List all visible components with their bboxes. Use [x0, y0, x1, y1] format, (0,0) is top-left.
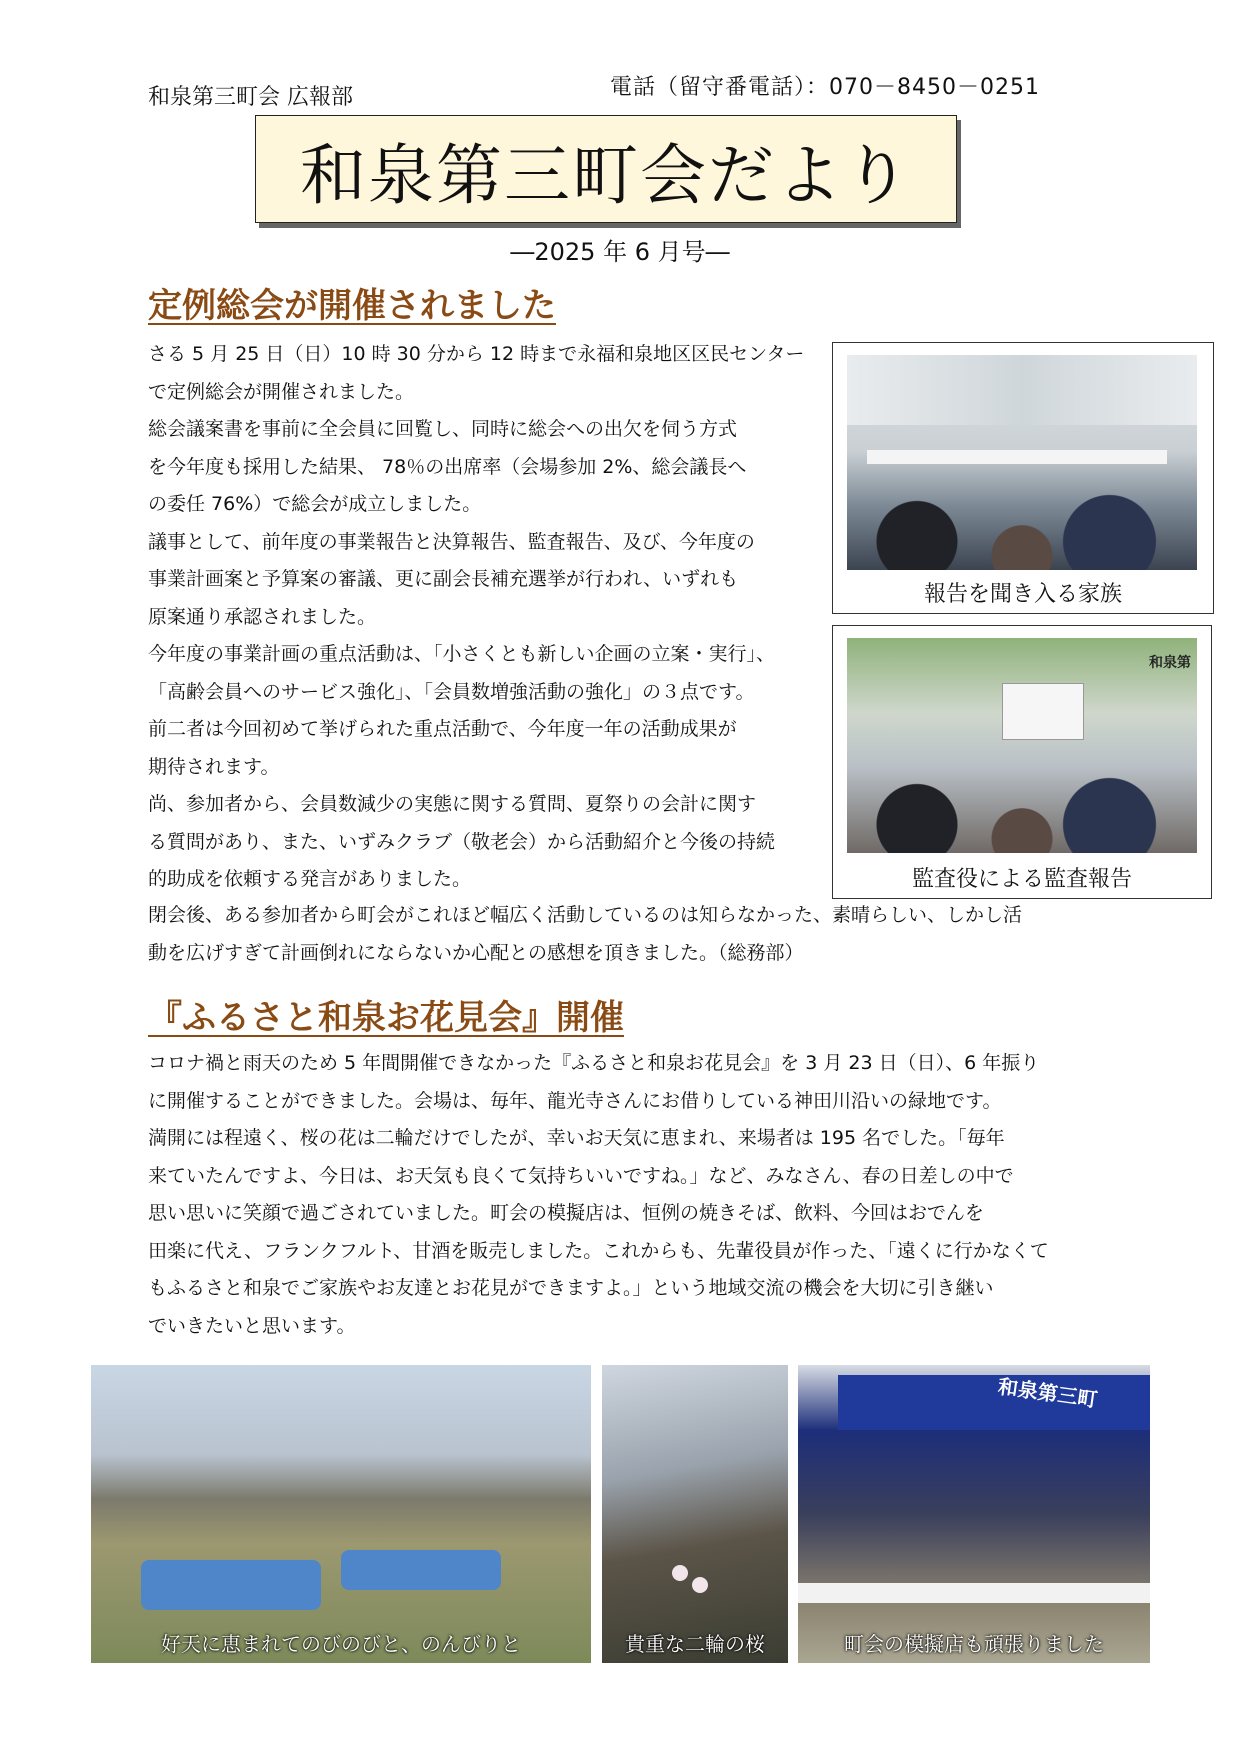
photo-card-audit: [832, 625, 1212, 899]
text-line: 満開には程遠く、桜の花は二輪だけでしたが、幸いお天気に恵まれ、来場者は 195 名でした。「毎年: [148, 1127, 1005, 1149]
text-line: 原案通り承認されました。: [148, 605, 377, 628]
photo-tarp: [141, 1560, 321, 1610]
text-line: コロナ禍と雨天のため 5 年間開催できなかった『ふるさと和泉お花見会』を 3 月 23 日（日）、6 年振り: [148, 1052, 1040, 1074]
photo-picnic: [91, 1365, 591, 1663]
photo-cherry-blossom: [602, 1365, 788, 1663]
photo-caption: 貴重な二輪の桜: [625, 1632, 765, 1656]
text-line: る質問があり、また、いずみクラブ（敬老会）から活動紹介と今後の持続: [148, 830, 776, 853]
photo-caption: 好天に恵まれてのびのびと、のんびりと: [161, 1632, 521, 1656]
photo-caption: 監査役による監査報告: [911, 867, 1132, 892]
section2-heading: 『ふるさと和泉お花見会』開催: [148, 998, 624, 1038]
text-line: 尚、参加者から、会員数減少の実態に関する質問、夏祭りの会計に関す: [148, 793, 757, 815]
text-line: 前二者は今回初めて挙げられた重点活動で、今年度一年の活動成果が: [148, 718, 737, 740]
text-line: 総会議案書を事前に全会員に回覧し、同時に総会への出欠を伺う方式: [148, 418, 738, 440]
text-line: さる 5 月 25 日（日）10 時 30 分から 12 時まで永福和泉地区区民センター: [148, 343, 805, 365]
photo-card-family: [832, 342, 1214, 614]
organization-name: 和泉第三町会 広報部: [148, 85, 353, 110]
text-line: 閉会後、ある参加者から町会がこれほど幅広く活動しているのは知らなかった、素晴らしい、しかし活: [148, 904, 1023, 926]
section1-body: [148, 336, 816, 899]
photo-table: [867, 450, 1167, 464]
text-line: もふるさと和泉でご家族やお友達とお花見ができますよ。」という地域交流の機会を大切に引き継い: [148, 1277, 994, 1299]
text-line: を今年度も採用した結果、 78％の出席率（会場参加 2%、総会議長へ: [148, 455, 747, 478]
photo-caption: 町会の模擬店も頑張りました: [844, 1632, 1104, 1656]
photo-blossom: [692, 1577, 708, 1593]
photo-tent-sign: 和泉第三町: [996, 1374, 1099, 1412]
section1-heading: 定例総会が開催されました: [148, 286, 556, 326]
photo-wall: [847, 355, 1197, 425]
section2-body: [148, 1045, 1078, 1345]
text-line: の委任 76%）で総会が成立しました。: [148, 493, 482, 515]
photo-people: [847, 758, 1197, 853]
phone-number: 電話（留守番電話）：070－8450－0251: [610, 75, 1040, 100]
text-line: 来ていたんですよ、今日は、お天気も良くて気持ちいいですね。」など、みなさん、春の日差しの中で: [148, 1164, 1014, 1187]
newsletter-title-box: [255, 115, 957, 223]
text-line: で定例総会が開催されました。: [148, 380, 415, 403]
photo-tarp: [341, 1550, 501, 1590]
text-line: 的助成を依頼する発言がありました。: [148, 868, 472, 890]
text-line: 今年度の事業計画の重点活動は、「小さくとも新しい企画の立案・実行」、: [148, 643, 776, 665]
text-line: 思い思いに笑顔で過ごされていました。町会の模擬店は、恒例の焼きそば、飲料、今回はおでんを: [148, 1202, 984, 1224]
photo-tent: [838, 1375, 1150, 1430]
section1-closing: [148, 897, 1078, 972]
photo-caption: 報告を聞き入る家族: [923, 582, 1122, 607]
text-line: に開催することができました。会場は、毎年、龍光寺さんにお借りしている神田川沿いの緑地です。: [148, 1089, 1002, 1112]
newsletter-title: 和泉第三町会だより: [300, 136, 912, 214]
photo-audit-report: [847, 638, 1197, 853]
photo-blossom: [672, 1565, 688, 1581]
text-line: でいきたいと思います。: [148, 1314, 356, 1337]
photo-food-stall: [798, 1365, 1150, 1663]
photo-meeting-family: [847, 355, 1197, 570]
photo-whiteboard: [1002, 683, 1084, 740]
text-line: 動を広げすぎて計画倒れにならないか心配との感想を頂きました。（総務部）: [148, 941, 804, 964]
photo-people: [847, 475, 1197, 570]
text-line: 事業計画案と予算案の審議、更に副会長補充選挙が行われ、いずれも: [148, 568, 739, 590]
text-line: 「高齢会員へのサービス強化」、「会員数増強活動の強化」の３点です。: [148, 680, 755, 703]
photo-counter: [798, 1583, 1150, 1603]
text-line: 期待されます。: [148, 755, 280, 778]
issue-date: ―2025 年 6 月号―: [510, 238, 730, 266]
text-line: 議事として、前年度の事業報告と決算報告、監査報告、及び、今年度の: [148, 530, 755, 553]
text-line: 田楽に代え、フランクフルト、甘酒を販売しました。これからも、先輩役員が作った、「遠くに行かなくて: [148, 1239, 1049, 1262]
photo-sign: 和泉第: [1149, 655, 1191, 671]
